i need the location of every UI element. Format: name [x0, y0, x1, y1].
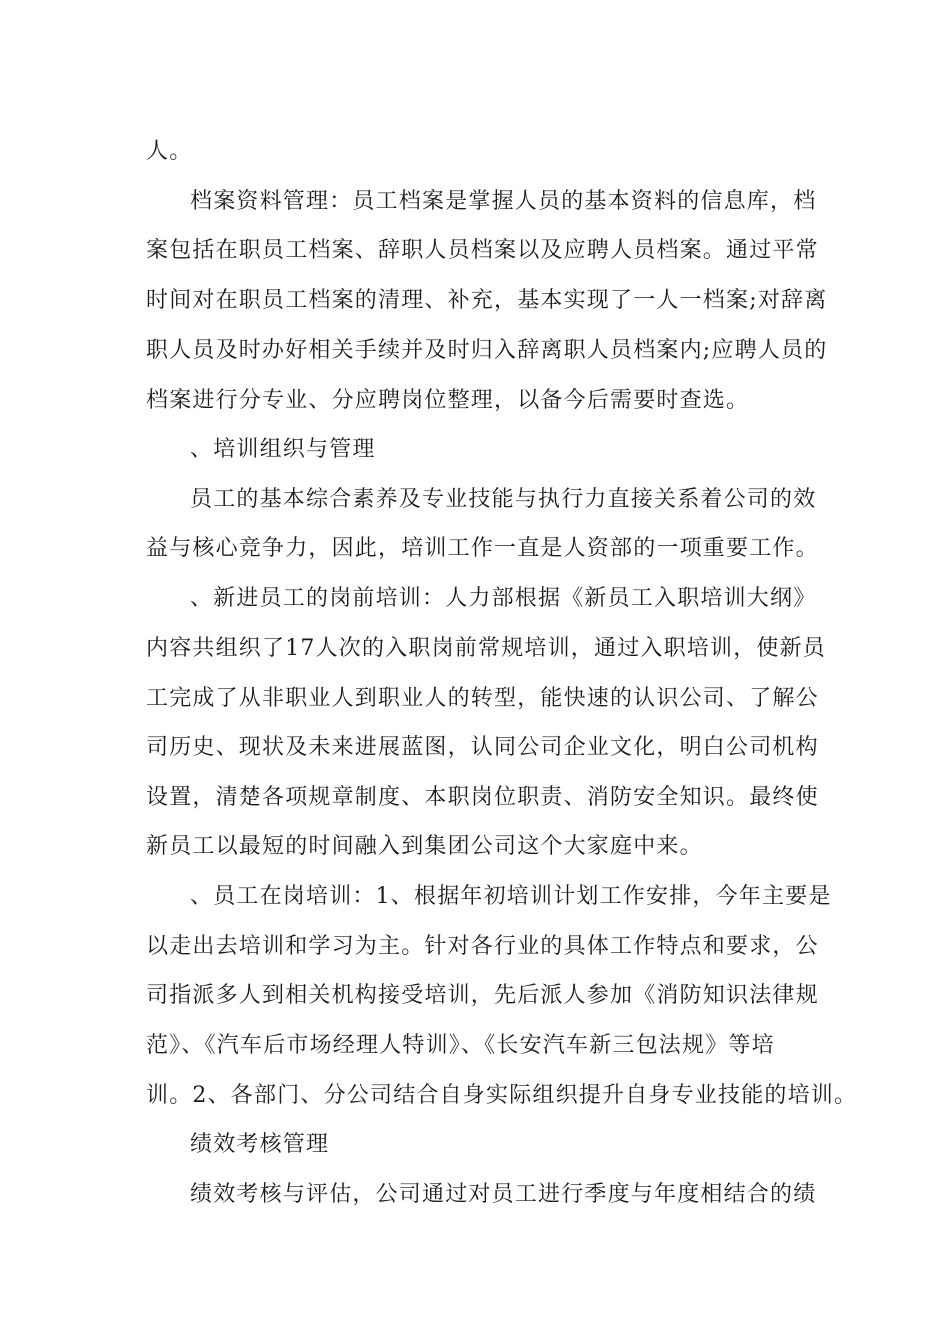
text-line: 范》、《汽车后市场经理人特训》、《长安汽车新三包法规》等培 [146, 1033, 775, 1058]
text-line: 益与核心竞争力，因此，培训工作一直是人资部的一项重要工作。 [146, 536, 819, 561]
section-heading: 、培训组织与管理 [190, 437, 376, 462]
text-line: 司历史、现状及未来进展蓝图，认同公司企业文化，明白公司机构 [146, 735, 819, 760]
text-line: 司指派多人到相关机构接受培训，先后派人参加《消防知识法律规 [146, 983, 819, 1008]
section-heading: 绩效考核管理 [190, 1132, 330, 1157]
text-line: 时间对在职员工档案的清理、补充，基本实现了一人一档案;对辞离 [146, 288, 828, 313]
text-line: 工完成了从非职业人到职业人的转型，能快速的认识公司、了解公 [146, 686, 819, 711]
text-line: 以走出去培训和学习为主。针对各行业的具体工作特点和要求，公 [146, 934, 819, 959]
text-line: 人。 [146, 139, 193, 164]
text-line: 职人员及时办好相关手续并及时归入辞离职人员档案内;应聘人员的 [146, 338, 828, 363]
text-line: 档案资料管理：员工档案是掌握人员的基本资料的信息库，档 [190, 189, 817, 214]
text-line: 新员工以最短的时间融入到集团公司这个大家庭中来。 [146, 834, 703, 859]
text-line: 训。2、各部门、分公司结合自身实际组织提升自身专业技能的培训。 [146, 1083, 858, 1108]
text-line: 内容共组织了17人次的入职岗前常规培训，通过入职培训，使新员 [146, 636, 826, 661]
text-line: 设置，清楚各项规章制度、本职岗位职责、消防安全知识。最终使 [146, 785, 819, 810]
text-line: 、新进员工的岗前培训：人力部根据《新员工入职培训大纲》 [190, 586, 817, 611]
text-line: 绩效考核与评估，公司通过对员工进行季度与年度相结合的绩 [190, 1182, 817, 1207]
text-line: 案包括在职员工档案、辞职人员档案以及应聘人员档案。通过平常 [146, 238, 819, 263]
text-line: 档案进行分专业、分应聘岗位整理，以备今后需要时查选。 [146, 388, 750, 413]
text-line: 、员工在岗培训：1、根据年初培训计划工作安排，今年主要是 [190, 884, 832, 909]
text-line: 员工的基本综合素养及专业技能与执行力直接关系着公司的效 [190, 487, 817, 512]
